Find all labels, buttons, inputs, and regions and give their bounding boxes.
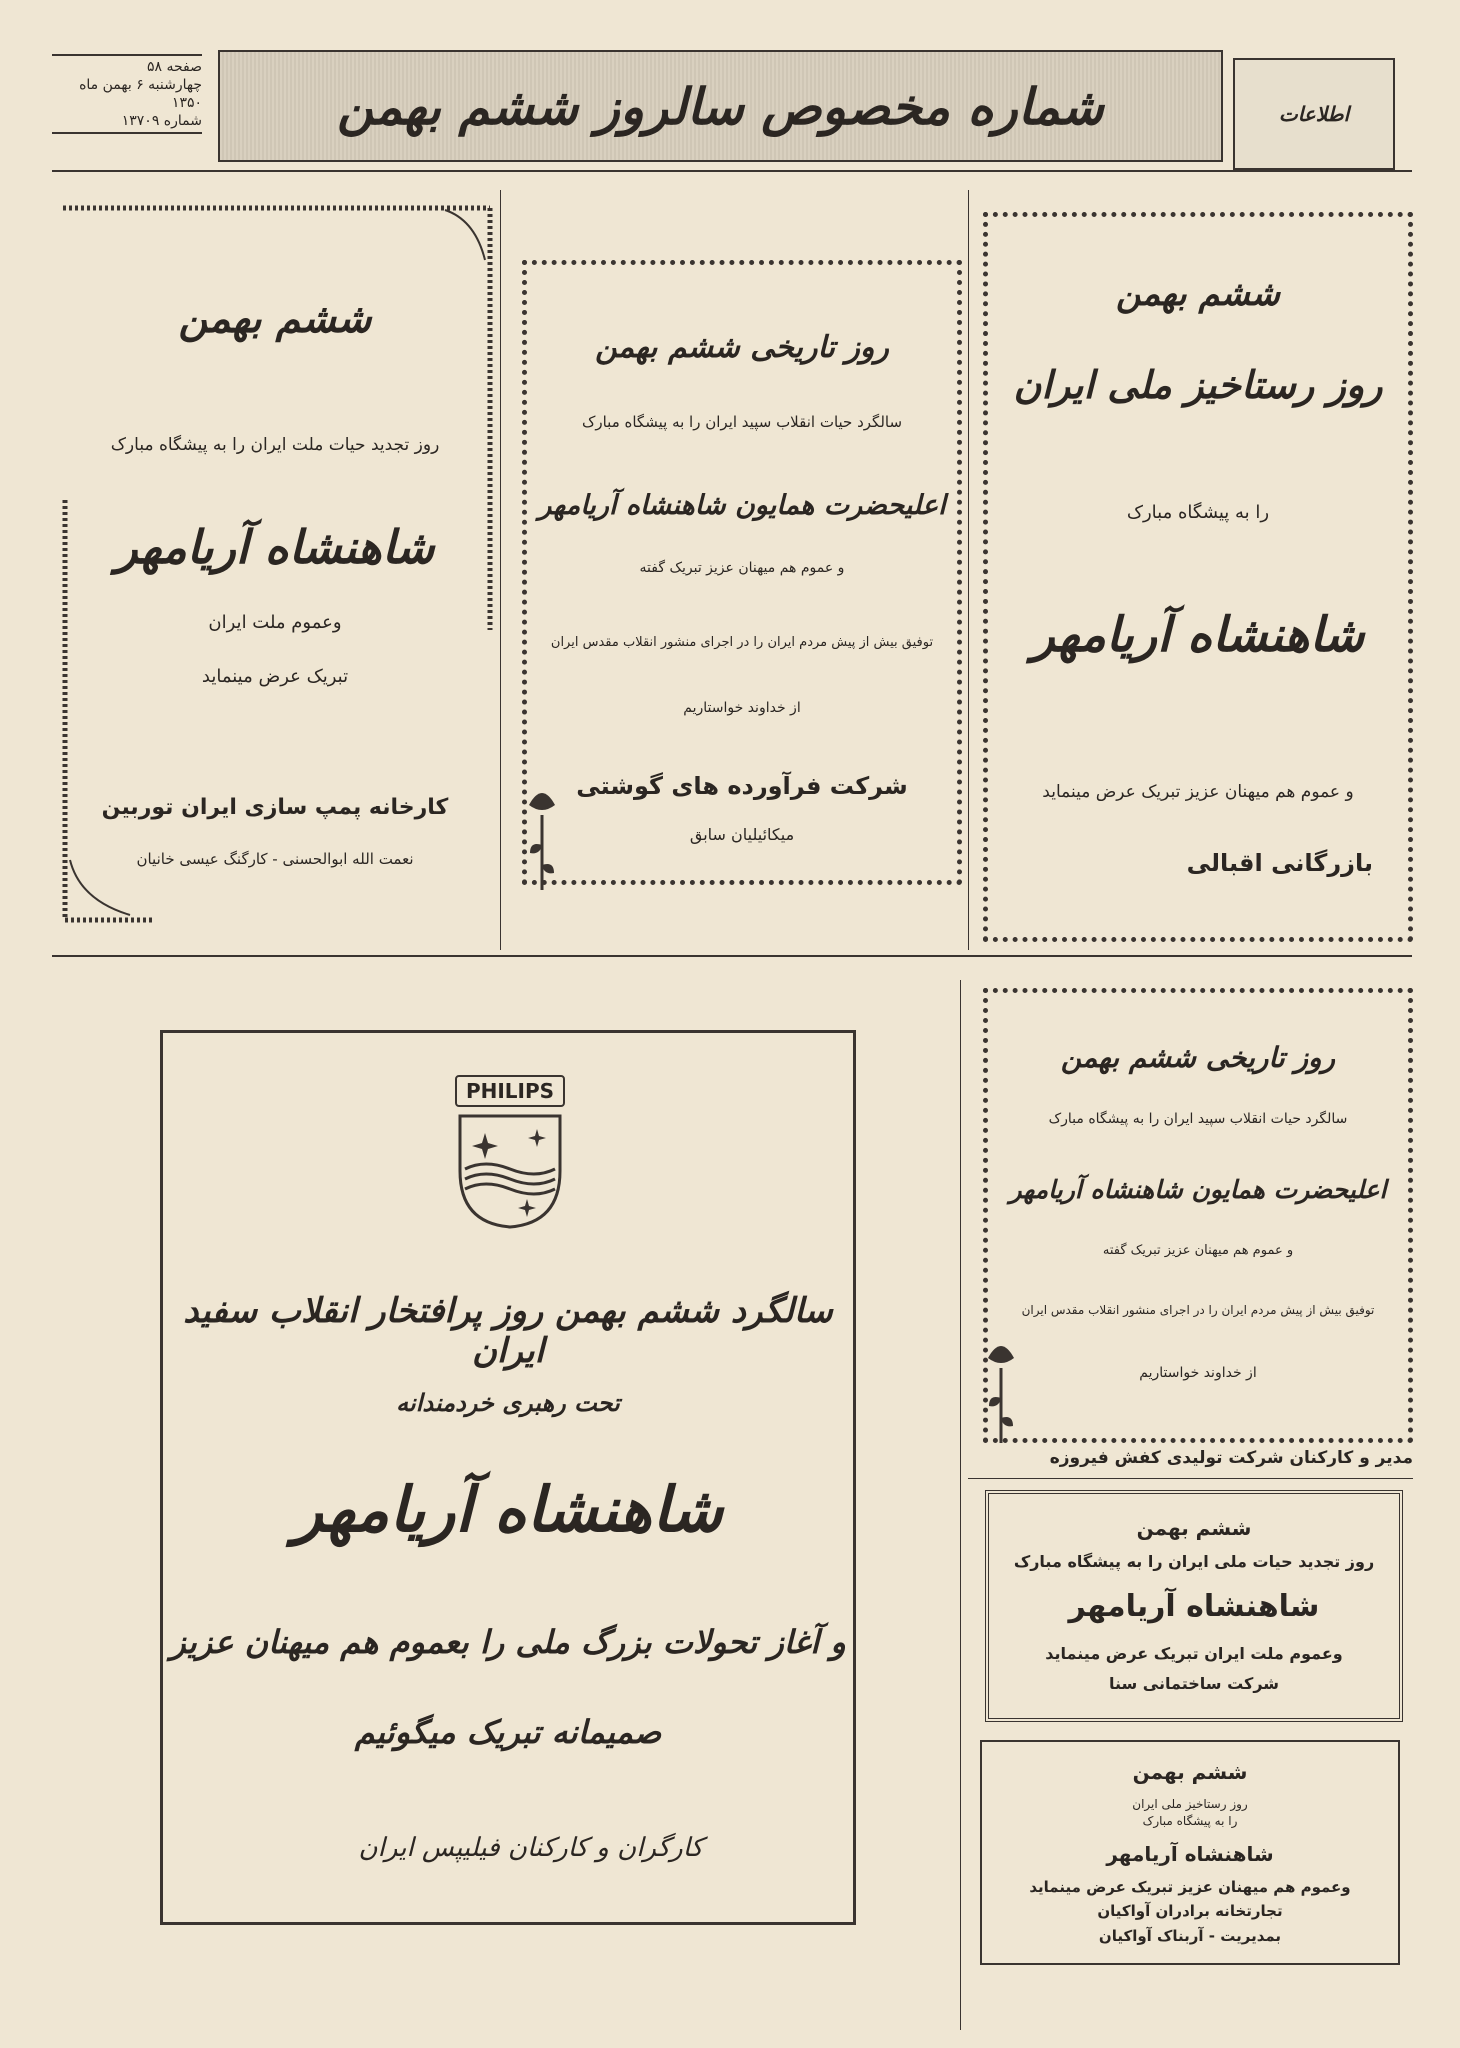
ad-headline: روز رستاخیز ملی ایران [1013, 362, 1383, 407]
ad-company: شرکت ساختمانی سنا [1108, 1674, 1280, 1693]
ad-line: سالگرد حیات انقلاب سپید ایران را به پیشگاه مبارک [1048, 1111, 1348, 1127]
ad-line: روز تجدید حیات ملت ایران را به پیشگاه مبارک [110, 435, 440, 455]
page-number: صفحه ۵۸ [146, 59, 202, 75]
flower-icon [525, 785, 559, 895]
ad-line: و عموم هم میهنان عزیز تبریک گفته [639, 560, 845, 576]
ad-signers: بمدیریت - آربناک آواکیان [1098, 1927, 1282, 1945]
ad-line: از خداوند خواستاریم [1139, 1365, 1257, 1381]
logo-text: اطلاعات [1278, 102, 1350, 126]
ad-pump-factory [55, 200, 495, 930]
header-rule [52, 170, 1412, 172]
section-rule [52, 955, 1412, 957]
ad-name: شاهنشاه آریامهر [1031, 607, 1365, 663]
ornamental-frame [983, 212, 1413, 942]
ad-signers: کارگران و کارکنان فیلیپس ایران [358, 1833, 703, 1863]
ad-name: اعلیحضرت همایون شاهنشاه آریامهر [1009, 1175, 1387, 1204]
column-divider [960, 980, 961, 2030]
ad-name: شاهنشاه آریامهر [1068, 1589, 1320, 1624]
ad-line: را به پیشگاه مبارک [1142, 1814, 1238, 1828]
philips-logo-text: PHILIPS [455, 1075, 565, 1107]
newspaper-logo [1233, 58, 1395, 170]
issue-number: شماره ۱۳۷۰۹ [121, 113, 202, 129]
column-divider [500, 190, 501, 950]
ad-line: تحت رهبری خردمندانه [396, 1388, 620, 1417]
ad-line: سالگرد ششم بهمن روز پرافتخار انقلاب سفید ایران [183, 1291, 833, 1371]
header-banner [218, 50, 1223, 162]
ad-line: صمیمانه تبریک میگوئیم [354, 1713, 662, 1751]
ad-company: شرکت فرآورده های گوشتی [576, 772, 908, 800]
ad-name: شاهنشاه آریامهر [115, 520, 435, 574]
ad-company: تجارتخانه برادران آواکیان [1097, 1902, 1283, 1920]
banner-title: شماره مخصوص سالروز ششم بهمن [337, 76, 1104, 136]
ad-title: روز تاریخی ششم بهمن [1060, 1041, 1336, 1074]
ad-name: شاهنشاه آریامهر [293, 1473, 723, 1546]
ad-meat-products [522, 260, 962, 885]
ad-line: و آغاز تحولات بزرگ ملی را بعموم هم میهنان عزیز [170, 1623, 846, 1661]
ad-title: ششم بهمن [1132, 1760, 1248, 1784]
ad-line: وعموم ملت ایران [208, 612, 342, 633]
ad-name: اعلیحضرت همایون شاهنشاه آریامهر [538, 490, 946, 521]
ad-subcompany: میکائیلیان سابق [689, 825, 795, 844]
ad-line: توفیق بیش از پیش مردم ایران را در اجرای منشور انقلاب مقدس ایران [550, 635, 934, 650]
ad-avakian-brothers [980, 1740, 1400, 1965]
ad-title: ششم بهمن [1136, 1516, 1252, 1540]
ad-line: روز رستاخیز ملی ایران [1132, 1797, 1248, 1811]
philips-shield-icon [455, 1111, 565, 1231]
ad-line: از خداوند خواستاریم [683, 700, 801, 716]
ad-line: وعموم هم میهنان عزیز تبریک عرض مینماید [1029, 1878, 1351, 1896]
ad-company: بازرگانی اقبالی [1186, 849, 1373, 877]
ad-eghbali-trading [983, 212, 1413, 942]
ad-line: توفیق بیش از پیش مردم ایران را در اجرای منشور انقلاب مقدس ایران [1021, 1303, 1375, 1317]
ad-name: شاهنشاه آریامهر [1106, 1842, 1274, 1866]
ad-line: روز تجدید حیات ملی ایران را به پیشگاه مبارک [1013, 1552, 1375, 1571]
ad-line: وعموم ملت ایران تبریک عرض مینماید [1045, 1644, 1343, 1663]
ad-line: سالگرد حیات انقلاب سپید ایران را به پیشگاه مبارک [581, 413, 903, 431]
column-divider [968, 190, 969, 950]
header-info [52, 54, 202, 134]
section-rule [968, 1478, 1413, 1479]
flower-icon [984, 1338, 1018, 1448]
ad-firouzeh-shoes [983, 988, 1413, 1443]
ad-line: و عموم هم میهنان عزیز تبریک عرض مینماید [1042, 782, 1354, 802]
ad-line: و عموم هم میهنان عزیز تبریک گفته [1102, 1243, 1294, 1258]
issue-date: چهارشنبه ۶ بهمن ماه ۱۳۵۰ [79, 77, 202, 111]
ad-sina-construction [985, 1490, 1403, 1722]
ad-philips [160, 1030, 856, 1925]
ad-signers: نعمت الله ابوالحسنی - کارگنگ عیسی خانیان [136, 850, 414, 868]
ad-title: روز تاریخی ششم بهمن [595, 330, 889, 365]
ad-line: تبریک عرض مینماید [201, 666, 349, 687]
ad-line: را به پیشگاه مبارک [1126, 502, 1270, 523]
ad-title: ششم بهمن [178, 295, 372, 342]
ad-title: ششم بهمن [1116, 274, 1280, 314]
ad-company: مدیر و کارکنان شرکت تولیدی کفش فیروزه [1049, 1448, 1413, 1468]
ad-company: کارخانه پمپ سازی ایران توربین [101, 795, 449, 820]
